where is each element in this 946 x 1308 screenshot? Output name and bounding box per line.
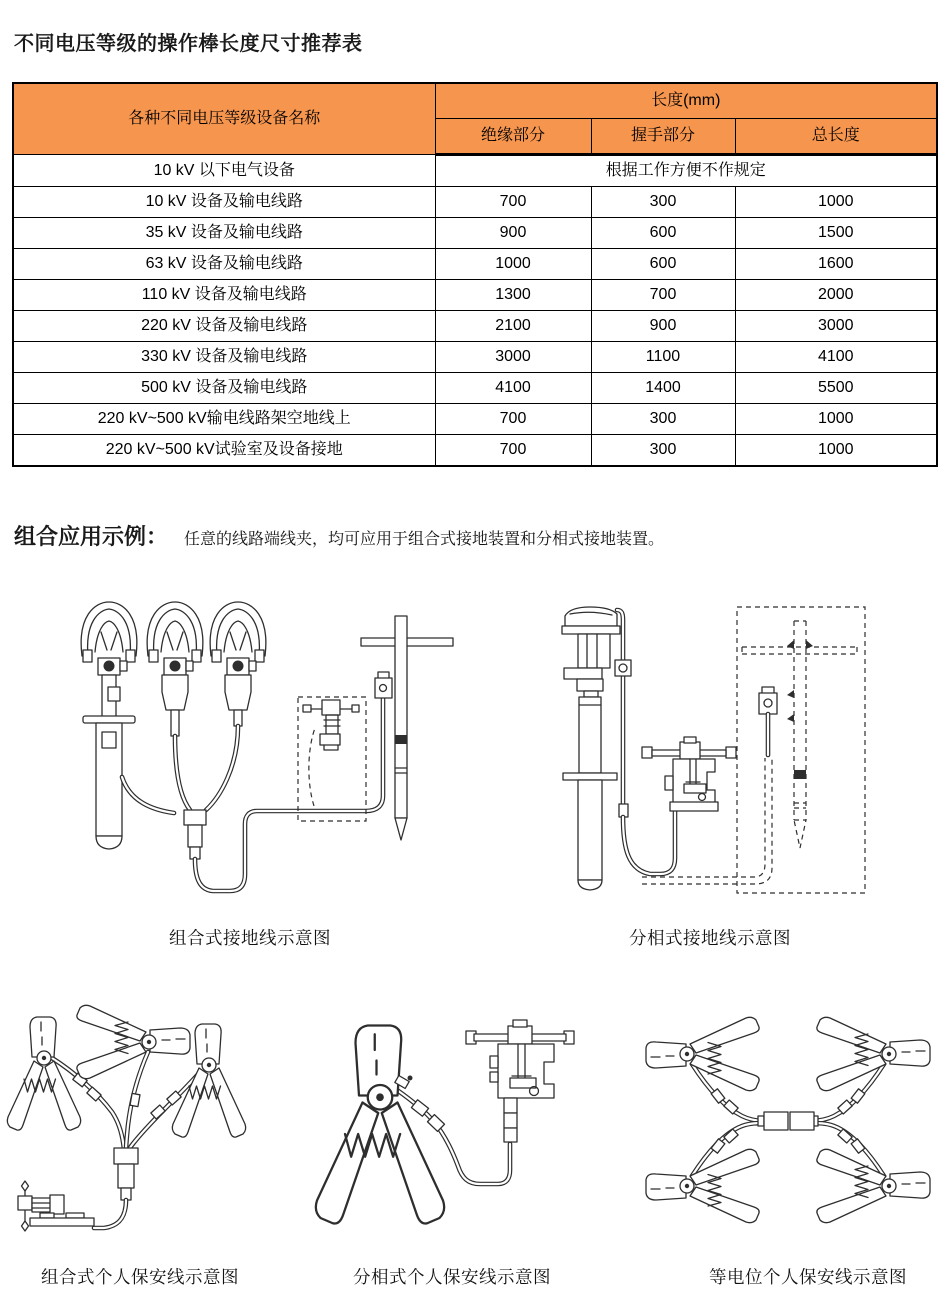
note-cell: 根据工作方便不作规定 xyxy=(435,155,937,187)
voltage-length-table xyxy=(12,82,938,467)
insulation-cell: 1000 xyxy=(435,249,591,280)
header-grip: 握手部分 xyxy=(591,119,735,155)
grip-cell: 600 xyxy=(591,218,735,249)
table-row xyxy=(13,404,937,435)
total-cell: 5500 xyxy=(735,373,937,404)
total-cell: 1500 xyxy=(735,218,937,249)
combined-grounding-caption: 组合式接地线示意图 xyxy=(169,928,331,948)
table-row xyxy=(13,249,937,280)
total-cell: 2000 xyxy=(735,280,937,311)
insulation-cell: 4100 xyxy=(435,373,591,404)
insulation-cell: 2100 xyxy=(435,311,591,342)
table-row xyxy=(13,218,937,249)
device-name-cell: 35 kV 设备及输电线路 xyxy=(13,218,435,249)
equipotential-safety-figure xyxy=(630,1000,946,1250)
grip-cell: 300 xyxy=(591,404,735,435)
device-name-cell: 10 kV 以下电气设备 xyxy=(13,155,435,187)
grip-cell: 300 xyxy=(591,435,735,467)
section-heading: 组合应用示例： xyxy=(14,524,169,549)
header-device-name: 各种不同电压等级设备名称 xyxy=(13,83,435,155)
equipotential-safety-caption: 等电位个人保安线示意图 xyxy=(709,1267,907,1287)
phase-grounding-caption: 分相式接地线示意图 xyxy=(629,928,791,948)
table-row xyxy=(13,280,937,311)
combined-safety-caption: 组合式个人保安线示意图 xyxy=(41,1267,239,1287)
total-cell: 1000 xyxy=(735,404,937,435)
device-name-cell: 63 kV 设备及输电线路 xyxy=(13,249,435,280)
grip-cell: 600 xyxy=(591,249,735,280)
combo-example-section xyxy=(14,520,664,551)
phase-safety-figure xyxy=(302,1000,602,1250)
grip-cell: 1400 xyxy=(591,373,735,404)
grip-cell: 900 xyxy=(591,311,735,342)
grip-cell: 1100 xyxy=(591,342,735,373)
table-row xyxy=(13,155,937,187)
device-name-cell: 110 kV 设备及输电线路 xyxy=(13,280,435,311)
insulation-cell: 3000 xyxy=(435,342,591,373)
insulation-cell: 700 xyxy=(435,435,591,467)
insulation-cell: 700 xyxy=(435,404,591,435)
phase-safety-caption: 分相式个人保安线示意图 xyxy=(353,1267,551,1287)
device-name-cell: 500 kV 设备及输电线路 xyxy=(13,373,435,404)
table-row xyxy=(13,342,937,373)
table-row xyxy=(13,373,937,404)
phase-grounding-figure xyxy=(530,590,930,920)
grip-cell: 700 xyxy=(591,280,735,311)
combined-grounding-figure xyxy=(58,592,478,917)
table-row xyxy=(13,311,937,342)
device-name-cell: 10 kV 设备及输电线路 xyxy=(13,187,435,218)
total-cell: 1000 xyxy=(735,435,937,467)
header-length-group: 长度(mm) xyxy=(435,83,937,119)
insulation-cell: 900 xyxy=(435,218,591,249)
device-name-cell: 220 kV~500 kV输电线路架空地线上 xyxy=(13,404,435,435)
total-cell: 1600 xyxy=(735,249,937,280)
device-name-cell: 330 kV 设备及输电线路 xyxy=(13,342,435,373)
header-total: 总长度 xyxy=(735,119,937,155)
device-name-cell: 220 kV 设备及输电线路 xyxy=(13,311,435,342)
total-cell: 1000 xyxy=(735,187,937,218)
insulation-cell: 1300 xyxy=(435,280,591,311)
combined-safety-figure xyxy=(2,1000,302,1250)
page-title: 不同电压等级的操作棒长度尺寸推荐表 xyxy=(14,33,363,56)
insulation-cell: 700 xyxy=(435,187,591,218)
table-row xyxy=(13,187,937,218)
section-description: 任意的线路端线夹，均可应用于组合式接地装置和分相式接地装置。 xyxy=(184,531,665,548)
total-cell: 3000 xyxy=(735,311,937,342)
total-cell: 4100 xyxy=(735,342,937,373)
header-insulation: 绝缘部分 xyxy=(435,119,591,155)
grip-cell: 300 xyxy=(591,187,735,218)
device-name-cell: 220 kV~500 kV试验室及设备接地 xyxy=(13,435,435,467)
table-row xyxy=(13,435,937,467)
